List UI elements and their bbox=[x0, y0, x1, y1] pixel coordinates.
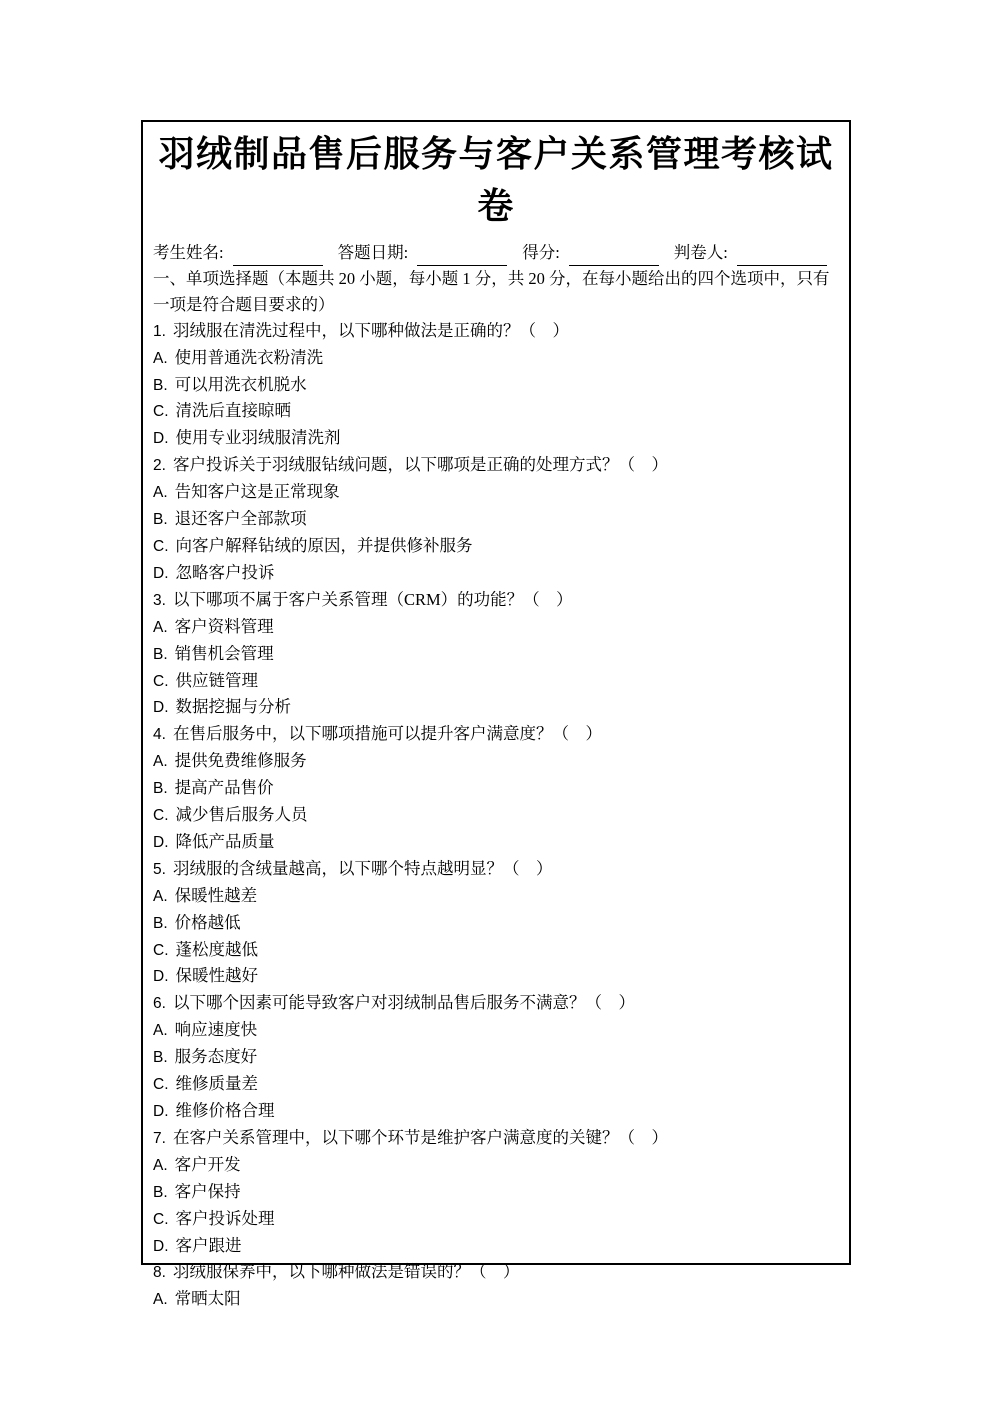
grader-blank bbox=[737, 246, 827, 266]
answer-date-label: 答题日期: bbox=[337, 243, 409, 262]
question-line bbox=[153, 452, 839, 479]
option-line bbox=[153, 1233, 839, 1260]
option-line bbox=[153, 1152, 839, 1179]
option-letter: C. bbox=[153, 941, 169, 959]
question-line bbox=[153, 587, 839, 614]
option-letter: B. bbox=[153, 780, 168, 798]
score-field bbox=[522, 240, 659, 266]
option-line bbox=[153, 614, 839, 641]
option-letter: B. bbox=[153, 511, 168, 529]
question-number: 5. bbox=[153, 860, 166, 878]
option-line bbox=[153, 748, 839, 775]
option-line bbox=[153, 372, 839, 399]
option-letter: A. bbox=[153, 887, 168, 905]
question-number: 1. bbox=[153, 322, 166, 340]
option-letter: D. bbox=[153, 564, 169, 582]
option-letter: D. bbox=[153, 699, 169, 717]
option-line bbox=[153, 775, 839, 802]
option-line bbox=[153, 1206, 839, 1233]
option-line bbox=[153, 802, 839, 829]
option-text: 销售机会管理 bbox=[174, 643, 274, 663]
question-text: 以下哪项不属于客户关系管理（CRM）的功能？（ ） bbox=[172, 589, 573, 609]
answer-date-blank bbox=[417, 246, 507, 266]
question-text: 客户投诉关于羽绒服钻绒问题，以下哪项是正确的处理方式？（ ） bbox=[172, 455, 668, 475]
option-text: 维修价格合理 bbox=[175, 1101, 275, 1120]
option-line bbox=[153, 963, 839, 990]
section-heading: 一、单项选择题（本题共 20 小题，每小题 1 分，共 20 分，在每小题给出的四个选项中，只有一项是符合题目要求的） bbox=[153, 268, 830, 314]
question-text: 羽绒服的含绒量越高，以下哪个特点越明显？（ ） bbox=[172, 858, 553, 878]
option-letter: A. bbox=[153, 618, 168, 636]
option-letter: B. bbox=[153, 1183, 168, 1201]
question-text: 以下哪个因素可能导致客户对羽绒制品售后服务不满意？（ ） bbox=[172, 993, 635, 1013]
question-text: 在售后服务中，以下哪项措施可以提升客户满意度？（ ） bbox=[172, 724, 602, 744]
grader-label: 判卷人: bbox=[673, 243, 728, 262]
candidate-info-row bbox=[153, 240, 839, 266]
question-number: 8. bbox=[153, 1264, 166, 1282]
question-text: 在客户关系管理中，以下哪个环节是维护客户满意度的关键？（ ） bbox=[172, 1127, 668, 1147]
option-text: 向客户解释钻绒的原因，并提供修补服务 bbox=[175, 535, 473, 555]
option-line bbox=[153, 425, 839, 452]
score-blank bbox=[569, 246, 659, 266]
option-line bbox=[153, 560, 839, 587]
option-letter: A. bbox=[153, 484, 168, 502]
exam-title: 羽绒制品售后服务与客户关系管理考核试卷 bbox=[158, 134, 834, 226]
question-number: 7. bbox=[153, 1129, 166, 1147]
option-text: 忽略客户投诉 bbox=[175, 562, 275, 582]
option-line bbox=[153, 668, 839, 695]
option-text: 维修质量差 bbox=[175, 1074, 258, 1094]
question-line bbox=[153, 1259, 839, 1286]
option-line bbox=[153, 506, 839, 533]
question-text: 羽绒服保养中，以下哪种做法是错误的？（ ） bbox=[172, 1262, 520, 1282]
option-letter: D. bbox=[153, 968, 169, 986]
candidate-name-field bbox=[153, 240, 323, 266]
option-line bbox=[153, 694, 839, 721]
option-letter: C. bbox=[153, 403, 169, 421]
question-number: 3. bbox=[153, 591, 166, 609]
option-text: 提供免费维修服务 bbox=[174, 751, 307, 771]
question-line bbox=[153, 1125, 839, 1152]
option-text: 数据挖掘与分析 bbox=[175, 697, 291, 717]
option-text: 提高产品售价 bbox=[174, 778, 274, 798]
option-letter: C. bbox=[153, 1076, 169, 1094]
question-number: 2. bbox=[153, 457, 166, 475]
candidate-name-label: 考生姓名: bbox=[153, 243, 224, 262]
option-text: 清洗后直接晾晒 bbox=[175, 401, 291, 421]
answer-date-field bbox=[338, 240, 508, 266]
option-letter: A. bbox=[153, 349, 168, 367]
option-text: 降低产品质量 bbox=[175, 831, 275, 851]
option-line bbox=[153, 1179, 839, 1206]
option-line bbox=[153, 1286, 839, 1313]
grader-field bbox=[674, 240, 827, 266]
option-line bbox=[153, 1098, 839, 1125]
option-text: 客户保持 bbox=[174, 1181, 241, 1201]
option-line bbox=[153, 533, 839, 560]
option-letter: D. bbox=[153, 1103, 169, 1120]
option-text: 保暖性越好 bbox=[175, 966, 258, 986]
option-letter: B. bbox=[153, 645, 168, 663]
option-text: 保暖性越差 bbox=[174, 885, 258, 905]
option-text: 供应链管理 bbox=[175, 670, 258, 690]
option-text: 使用普通洗衣粉清洗 bbox=[174, 347, 324, 367]
option-letter: B. bbox=[153, 1049, 168, 1067]
option-letter: D. bbox=[153, 833, 169, 851]
question-text: 羽绒服在清洗过程中，以下哪种做法是正确的？（ ） bbox=[172, 320, 569, 340]
option-line bbox=[153, 479, 839, 506]
option-line bbox=[153, 937, 839, 964]
option-line bbox=[153, 883, 839, 910]
option-text: 客户投诉处理 bbox=[175, 1208, 275, 1228]
option-line bbox=[153, 829, 839, 856]
question-line bbox=[153, 318, 839, 345]
option-letter: B. bbox=[153, 376, 168, 394]
option-letter: C. bbox=[153, 672, 169, 690]
option-letter: B. bbox=[153, 914, 168, 932]
option-letter: D. bbox=[153, 1237, 169, 1255]
question-number: 4. bbox=[153, 726, 166, 744]
question-line bbox=[153, 990, 839, 1017]
option-letter: A. bbox=[153, 1156, 168, 1174]
option-line bbox=[153, 1044, 839, 1071]
option-letter: A. bbox=[153, 1291, 168, 1309]
option-letter: C. bbox=[153, 537, 169, 555]
option-letter: C. bbox=[153, 807, 169, 825]
option-letter: C. bbox=[153, 1210, 169, 1228]
option-text: 客户开发 bbox=[174, 1154, 241, 1174]
option-text: 客户跟进 bbox=[175, 1235, 242, 1255]
option-text: 服务态度好 bbox=[174, 1047, 258, 1067]
candidate-name-blank bbox=[233, 246, 323, 266]
option-text: 使用专业羽绒服清洗剂 bbox=[175, 428, 341, 448]
option-line bbox=[153, 641, 839, 668]
question-line bbox=[153, 856, 839, 883]
option-line bbox=[153, 1017, 839, 1044]
option-text: 减少售后服务人员 bbox=[175, 805, 308, 825]
option-line bbox=[153, 1071, 839, 1098]
option-line bbox=[153, 345, 839, 372]
option-text: 价格越低 bbox=[174, 912, 241, 932]
option-text: 响应速度快 bbox=[174, 1020, 258, 1040]
question-list bbox=[153, 318, 839, 1314]
option-text: 常晒太阳 bbox=[174, 1289, 241, 1309]
option-text: 告知客户这是正常现象 bbox=[174, 482, 340, 502]
option-text: 可以用洗衣机脱水 bbox=[174, 374, 307, 394]
option-letter: A. bbox=[153, 753, 168, 771]
exam-sheet bbox=[141, 120, 851, 1309]
option-text: 退还客户全部款项 bbox=[174, 509, 307, 529]
score-label: 得分: bbox=[522, 243, 560, 262]
option-line bbox=[153, 398, 839, 425]
option-text: 客户资料管理 bbox=[174, 616, 274, 636]
option-letter: A. bbox=[153, 1022, 168, 1040]
question-line bbox=[153, 721, 839, 748]
option-line bbox=[153, 910, 839, 937]
option-letter: D. bbox=[153, 430, 169, 448]
option-text: 蓬松度越低 bbox=[175, 939, 258, 959]
question-number: 6. bbox=[153, 995, 166, 1013]
